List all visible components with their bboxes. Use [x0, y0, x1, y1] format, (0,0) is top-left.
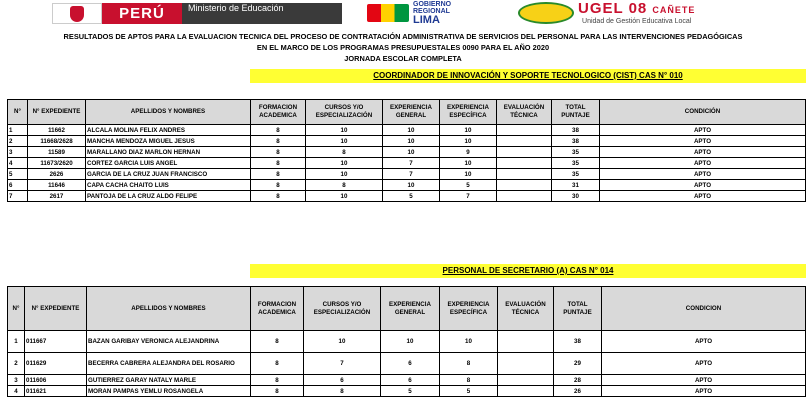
table-cell: 10 [306, 136, 383, 147]
col-header: N° [8, 100, 28, 125]
table-cell: MANCHA MENDOZA MIGUEL JESUS [86, 136, 251, 147]
table-cell [498, 386, 554, 397]
header-line-2: EN EL MARCO DE LOS PROGRAMAS PRESUPUESTALES 0090 PARA EL AÑO 2020 [256, 43, 550, 52]
table-cell: APTO [600, 136, 806, 147]
table-cell: 8 [251, 331, 304, 353]
col-header: FORMACION ACADEMICA [251, 100, 306, 125]
col-header: N° EXPEDIENTE [25, 287, 87, 331]
table-cell: 2626 [28, 169, 86, 180]
table-cell: 6 [381, 375, 440, 386]
table-cell: 2 [8, 353, 25, 375]
table-cell: 11589 [28, 147, 86, 158]
ugel-emblem-icon [518, 2, 574, 24]
table-row [8, 386, 806, 397]
table-cell [497, 180, 552, 191]
table-cell: 1 [8, 125, 28, 136]
gob-label-2: REGIONAL [413, 8, 450, 15]
table-row [8, 191, 806, 202]
table-cell: PANTOJA DE LA CRUZ ALDO FELIPE [86, 191, 251, 202]
table-row [8, 136, 806, 147]
table-row [8, 169, 806, 180]
table-cell: 5 [8, 169, 28, 180]
table-cell: 7 [8, 191, 28, 202]
table-cell [497, 191, 552, 202]
table-cell: 8 [251, 125, 306, 136]
table-cell: 31 [552, 180, 600, 191]
table-cell: 10 [306, 158, 383, 169]
table-cell: 4 [8, 386, 25, 397]
table-cell: 11646 [28, 180, 86, 191]
col-header: CONDICIÓN [600, 100, 806, 125]
table-cell: 6 [8, 180, 28, 191]
section1-header-row [8, 100, 806, 125]
col-header: N° EXPEDIENTE [28, 100, 86, 125]
table-cell: 10 [306, 191, 383, 202]
col-header: EXPERIENCIA ESPECÍFICA [440, 287, 498, 331]
table-cell [497, 136, 552, 147]
peru-label: PERÚ [102, 3, 182, 24]
table-cell: 10 [383, 136, 440, 147]
table-row [8, 353, 806, 375]
table-row [8, 180, 806, 191]
table-cell: 11668/2628 [28, 136, 86, 147]
table-cell: 8 [251, 147, 306, 158]
table-cell: 10 [383, 125, 440, 136]
table-cell: 10 [440, 169, 497, 180]
ministry-label: Ministerio de Educación [182, 3, 342, 24]
table-row [8, 125, 806, 136]
table-cell: 8 [251, 136, 306, 147]
table-cell: APTO [600, 158, 806, 169]
table-cell: 26 [554, 386, 602, 397]
table-cell: APTO [602, 353, 806, 375]
section2-header-row [8, 287, 806, 331]
table-cell [497, 147, 552, 158]
col-header: CURSOS Y/O ESPECIALIZACIÓN [306, 100, 383, 125]
table-cell: 10 [306, 125, 383, 136]
table-cell: 8 [440, 375, 498, 386]
table-cell: 011606 [25, 375, 87, 386]
gob-label-1: GOBIERNO [413, 1, 452, 8]
table-cell: 38 [554, 331, 602, 353]
table-cell: 8 [440, 353, 498, 375]
table-cell: 10 [440, 158, 497, 169]
table-row [8, 375, 806, 386]
table-cell: 35 [552, 147, 600, 158]
table-cell: MARALLANO DIAZ MARLON HERNAN [86, 147, 251, 158]
table-cell: GARCIA DE LA CRUZ JUAN FRANCISCO [86, 169, 251, 180]
ugel-logo [518, 1, 780, 25]
table-cell: 2617 [28, 191, 86, 202]
table-cell: BAZAN GARIBAY VERONICA ALEJANDRINA [87, 331, 251, 353]
table-cell: 8 [251, 191, 306, 202]
col-header: EXPERIENCIA ESPECÍFICA [440, 100, 497, 125]
table-cell: 8 [251, 375, 304, 386]
table-cell: CAPA CACHA CHAITO LUIS [86, 180, 251, 191]
table-cell: 5 [381, 386, 440, 397]
table-cell: 11673/2620 [28, 158, 86, 169]
table-cell: 38 [552, 125, 600, 136]
table-cell: 10 [304, 331, 381, 353]
table-cell: APTO [600, 169, 806, 180]
table-cell: MORAN PAMPAS YEMLU ROSANGELA [87, 386, 251, 397]
table-cell [498, 375, 554, 386]
table-cell: APTO [602, 375, 806, 386]
table-cell: 35 [552, 158, 600, 169]
section2-title: PERSONAL DE SECRETARIO (A) CAS N° 014 [250, 264, 806, 278]
table-cell: 5 [440, 180, 497, 191]
table-cell: 8 [251, 386, 304, 397]
logo-bar [0, 0, 806, 28]
table-cell: 7 [440, 191, 497, 202]
table-cell: 8 [251, 180, 306, 191]
table-cell: 3 [8, 147, 28, 158]
table-cell: 011621 [25, 386, 87, 397]
table-cell: 9 [440, 147, 497, 158]
table-cell: APTO [600, 191, 806, 202]
col-header: CONDICION [602, 287, 806, 331]
table-cell: 10 [381, 331, 440, 353]
table-cell: APTO [600, 125, 806, 136]
col-header: APELLIDOS Y NOMBRES [86, 100, 251, 125]
col-header: TOTAL PUNTAJE [552, 100, 600, 125]
col-header: N° [8, 287, 25, 331]
table-cell: 6 [304, 375, 381, 386]
col-header: APELLIDOS Y NOMBRES [87, 287, 251, 331]
table-cell [497, 158, 552, 169]
table-cell: 30 [552, 191, 600, 202]
table-row [8, 158, 806, 169]
col-header: EXPERIENCIA GENERAL [383, 100, 440, 125]
table-cell: 8 [251, 158, 306, 169]
ugel-subtitle: Unidad de Gestión Educativa Local [582, 17, 692, 25]
table-row [8, 147, 806, 158]
table-cell [497, 125, 552, 136]
ministry-logo [52, 3, 342, 24]
table-cell: 11662 [28, 125, 86, 136]
col-header: TOTAL PUNTAJE [554, 287, 602, 331]
table-cell: 38 [552, 136, 600, 147]
table-cell: 7 [383, 169, 440, 180]
table-cell: 6 [381, 353, 440, 375]
table-cell: 011629 [25, 353, 87, 375]
table-cell: CORTEZ GARCIA LUIS ANGEL [86, 158, 251, 169]
table-cell: 8 [251, 353, 304, 375]
col-header: CURSOS Y/O ESPECIALIZACIÓN [304, 287, 381, 331]
table-cell: 10 [383, 147, 440, 158]
table-cell: 7 [304, 353, 381, 375]
table-cell: 10 [440, 125, 497, 136]
table-cell: GUTIERREZ GARAY NATALY MARLE [87, 375, 251, 386]
gob-label-lima: LIMA [413, 14, 440, 26]
col-header: EVALUACIÓN TÉCNICA [497, 100, 552, 125]
section1-table [7, 99, 806, 202]
table-cell: 5 [440, 386, 498, 397]
table-cell: 8 [306, 147, 383, 158]
table-cell: BECERRA CABRERA ALEJANDRA DEL ROSARIO [87, 353, 251, 375]
table-cell: 8 [251, 169, 306, 180]
table-cell: 7 [383, 158, 440, 169]
table-cell: APTO [600, 180, 806, 191]
header-line-3: JORNADA ESCOLAR COMPLETA [344, 54, 462, 63]
table-cell [498, 353, 554, 375]
table-cell: 28 [554, 375, 602, 386]
table-cell: 10 [383, 180, 440, 191]
ugel-title: UGEL 08 [578, 0, 648, 17]
table-cell: 8 [304, 386, 381, 397]
regional-government-logo [367, 1, 479, 26]
section2-table [7, 286, 806, 397]
peru-shield-icon [52, 3, 102, 24]
table-cell [498, 331, 554, 353]
header-line-1: RESULTADOS DE APTOS PARA LA EVALUACION TECNICA DEL PROCESO DE CONTRATACIÓN ADMINISTRATIVA DE SERVICIOS DEL PERSONAL PARA LAS INTERVENCIONES PEDAGÓGICAS [63, 32, 743, 41]
table-cell: 4 [8, 158, 28, 169]
ugel-place: CAÑETE [652, 4, 696, 15]
table-row [8, 331, 806, 353]
table-cell: APTO [602, 331, 806, 353]
table-cell: 011667 [25, 331, 87, 353]
table-cell: 10 [306, 169, 383, 180]
table-cell: 3 [8, 375, 25, 386]
table-cell: 1 [8, 331, 25, 353]
section1-title: COORDINADOR DE INNOVACIÓN Y SOPORTE TECNOLOGICO (CIST) CAS N° 010 [250, 69, 806, 83]
table-cell: APTO [600, 147, 806, 158]
table-cell: 10 [440, 331, 498, 353]
table-cell: 8 [306, 180, 383, 191]
table-cell: 2 [8, 136, 28, 147]
table-cell [497, 169, 552, 180]
table-cell: 29 [554, 353, 602, 375]
table-cell: 35 [552, 169, 600, 180]
regional-flag-icon [367, 4, 409, 22]
table-cell: ALCALA MOLINA FELIX ANDRES [86, 125, 251, 136]
table-cell: 5 [383, 191, 440, 202]
table-cell: 10 [440, 136, 497, 147]
col-header: FORMACION ACADEMICA [251, 287, 304, 331]
col-header: EXPERIENCIA GENERAL [381, 287, 440, 331]
table-cell: APTO [602, 386, 806, 397]
col-header: EVALUACIÓN TÉCNICA [498, 287, 554, 331]
